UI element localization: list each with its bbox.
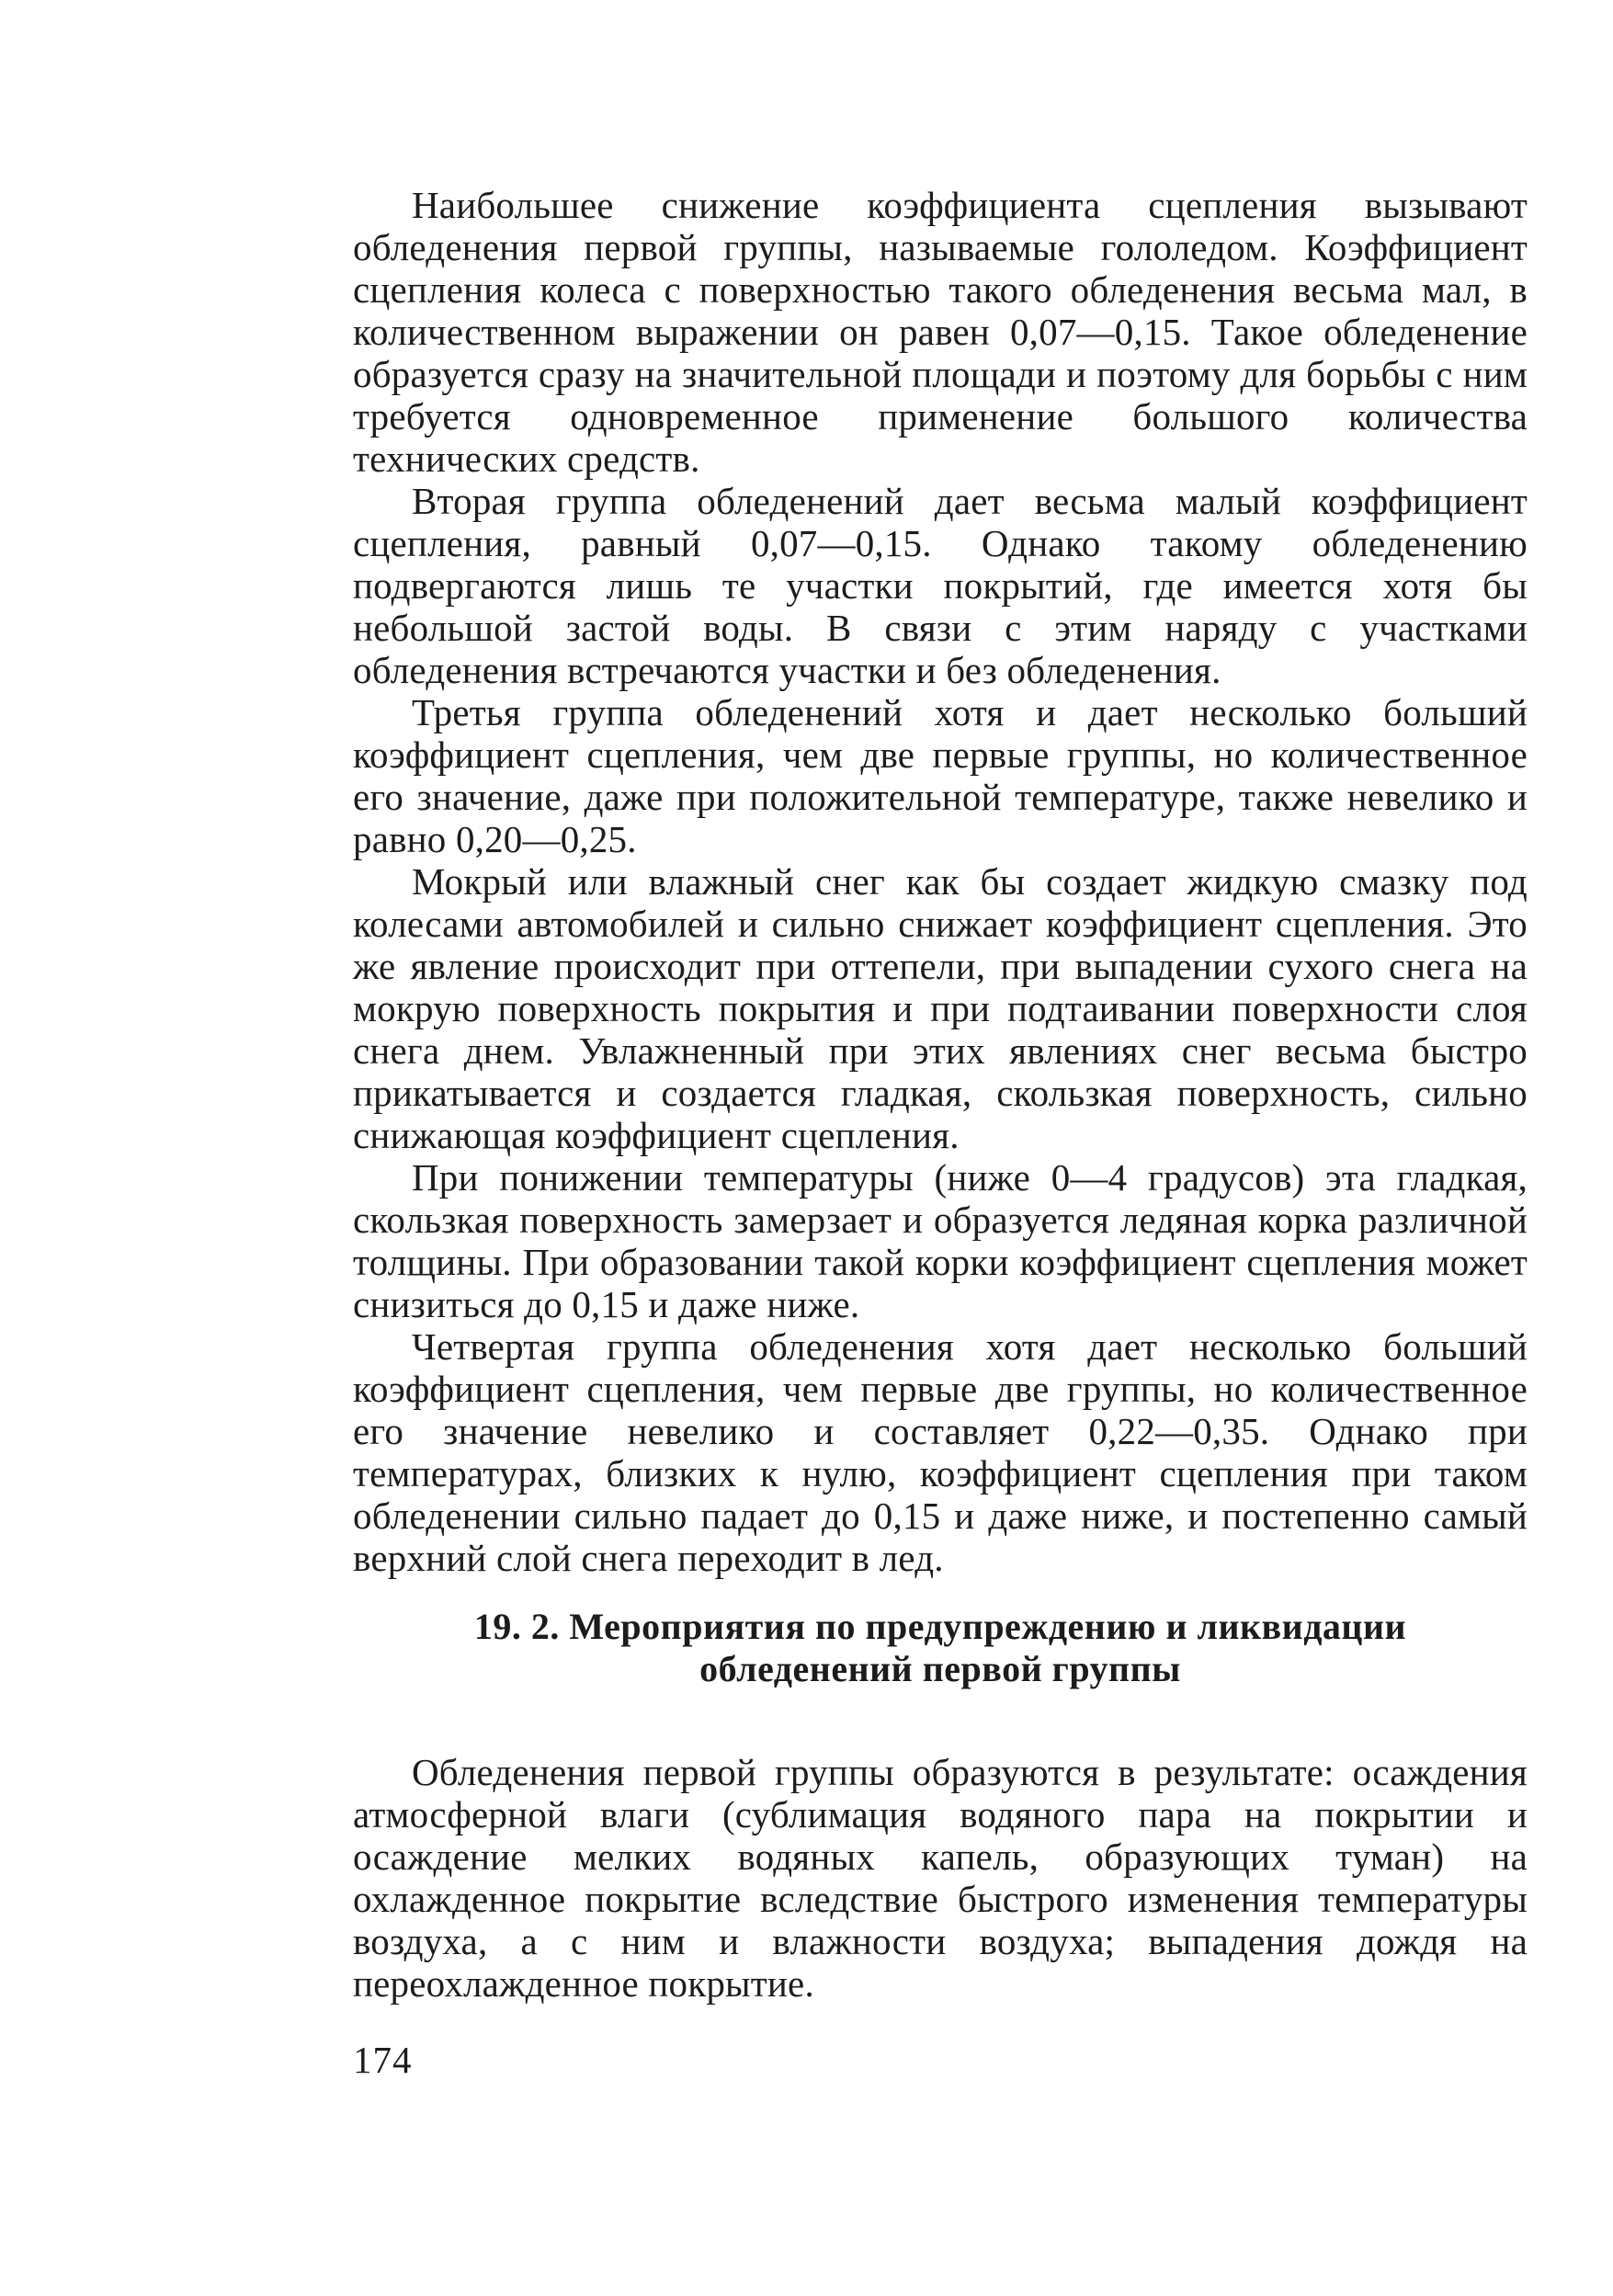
body-text-bottom <box>353 1751 1528 2005</box>
page-number: 174 <box>353 2039 413 2081</box>
paragraph: При понижении температуры (ниже 0—4 градусов) эта гладкая, скользкая поверхность замерзает и образуется ледяная корка различной толщины. При образовании такой корки коэффициент сцепления может снизиться до 0,15 и даже ниже. <box>353 1156 1528 1325</box>
section-heading-line-2: обледенений первой группы <box>699 1648 1181 1689</box>
paragraph: Обледенения первой группы образуются в результате: осаждения атмосферной влаги (сублимация водяного пара на покрытии и осаждение мелких водяных капель, образующих туман) на охлажденное покрытие вследствие быстрого изменения температуры воздуха, а с ним и влажности воздуха; выпадения дождя на переохлажденное покрытие. <box>353 1751 1528 2005</box>
paragraph: Вторая группа обледенений дает весьма малый коэффициент сцепления, равный 0,07—0,15. Однако такому обледенению подвергаются лишь те участки покрытий, где имеется хотя бы небольшой застой воды. В связи с этим наряду с участками обледенения встречаются участки и без обледенения. <box>353 480 1528 691</box>
paragraph: Четвертая группа обледенения хотя дает несколько больший коэффициент сцепления, чем первые две группы, но количественное его значение невелико и составляет 0,22—0,35. Однако при температурах, близких к нулю, коэффициент сцепления при таком обледенении сильно падает до 0,15 и даже ниже, и постепенно самый верхний слой снега переходит в лед. <box>353 1325 1528 1579</box>
section-heading-line-1: 19. 2. Мероприятия по предупреждению и ликвидации <box>473 1606 1407 1647</box>
body-text-top <box>353 184 1528 1579</box>
section-heading <box>353 1606 1528 1690</box>
paragraph: Третья группа обледенений хотя и дает несколько больший коэффициент сцепления, чем две первые группы, но количественное его значение, даже при положительной температуре, также невелико и равно 0,20—0,25. <box>353 691 1528 860</box>
paragraph: Наибольшее снижение коэффициента сцепления вызывают обледенения первой группы, называемые гололедом. Коэффициент сцепления колеса с поверхностью такого обледенения весьма мал, в количественном выражении он равен 0,07—0,15. Такое обледенение образуется сразу на значительной площади и поэтому для борьбы с ним требуется одновременное применение большого количества технических средств. <box>353 184 1528 480</box>
paragraph: Мокрый или влажный снег как бы создает жидкую смазку под колесами автомобилей и сильно снижает коэффициент сцепления. Это же явление происходит при оттепели, при выпадении сухого снега на мокрую поверхность покрытия и при подтаивании поверхности слоя снега днем. Увлажненный при этих явлениях снег весьма быстро прикатывается и создается гладкая, скользкая поверхность, сильно снижающая коэффициент сцепления. <box>353 860 1528 1156</box>
